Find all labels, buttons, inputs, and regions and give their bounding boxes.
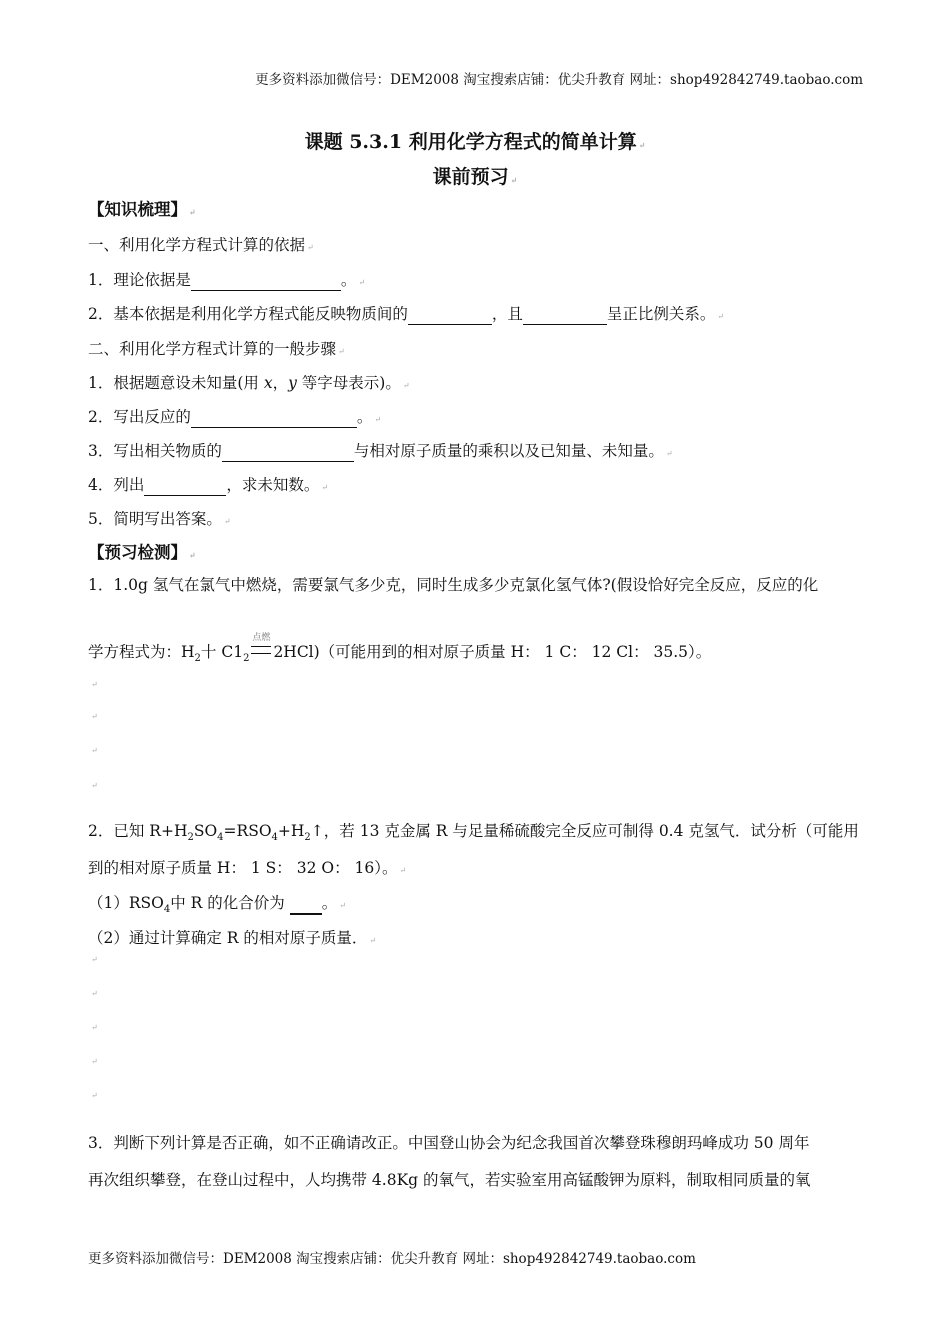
subscript: 4 bbox=[163, 904, 171, 916]
item-2-4-text: 4．列出 bbox=[88, 476, 145, 494]
paragraph-mark: ↵ bbox=[91, 746, 98, 755]
q1-plus: 十 C1 bbox=[200, 643, 244, 661]
item-1-2-end: 呈正比例关系。 bbox=[606, 305, 716, 323]
fill-blank[interactable] bbox=[191, 270, 341, 291]
q2-text-end: ↑，若 13 克金属 R 与足量稀硫酸完全反应可制得 0.4 克氢气．试分析（可能用 bbox=[310, 822, 859, 840]
lesson-subtitle: 课前预习 ↵ bbox=[432, 166, 518, 188]
question-3-line-2: 再次组织攀登，在登山过程中，人均携带 4.8Kg 的氧气，若实验室用高锰酸钾为原料，制取相同质量的氧 bbox=[88, 1171, 811, 1189]
item-1-2-mid: ，且 bbox=[491, 305, 523, 323]
item-2-4-end: ，求未知数。 bbox=[226, 476, 320, 494]
q2-text: 2．已知 R+H bbox=[88, 822, 188, 840]
knowledge-part2-title: 二、利用化学方程式计算的一般步骤 ↵ bbox=[88, 340, 345, 358]
item-1-2-text: 2．基本依据是利用化学方程式能反映物质间的 bbox=[88, 305, 408, 323]
lesson-title: 课题 5.3.1 利用化学方程式的简单计算 ↵ bbox=[304, 131, 646, 153]
knowledge-part1-title: 一、利用化学方程式计算的依据 ↵ bbox=[88, 236, 314, 254]
knowledge-item-2-2: 2．写出反应的 。 ↵ bbox=[88, 408, 382, 426]
question-2-sub-1: $(1)RSO_4$中 R 的化合价为 。 ↵ bbox=[88, 894, 346, 916]
q2-line2-text: 到的相对原子质量 H： 1 S： 32 O： 16）。 bbox=[88, 859, 398, 877]
paragraph-mark: ↵ bbox=[91, 781, 98, 790]
fill-blank[interactable] bbox=[222, 441, 354, 462]
q2-sub1-end: 。 bbox=[321, 894, 338, 912]
subscript: 2 bbox=[187, 832, 194, 844]
item-2-1-sep: ， bbox=[272, 374, 289, 392]
item-2-1-end: 等字母表示)。 bbox=[296, 374, 401, 392]
subscript: 4 bbox=[271, 832, 278, 844]
check-heading: 【预习检测】 ↵ bbox=[88, 543, 196, 562]
var-x: x bbox=[263, 374, 273, 392]
paragraph-mark: ↵ bbox=[91, 680, 98, 689]
q1-text: 学方程式为：H bbox=[88, 643, 195, 661]
question-1-line-1: 1．1.0g 氢气在氯气中燃烧，需要氯气多少克，同时生成多少克氯化氢气体?(假设恰好完全反应，反应的化 bbox=[88, 576, 819, 594]
subscript: 2 bbox=[304, 832, 311, 844]
q2-so: SO bbox=[193, 822, 218, 840]
q2-sub1-mid: 中 R 的化合价为 bbox=[170, 894, 290, 912]
part1-title-text: 一、利用化学方程式计算的依据 bbox=[88, 236, 306, 254]
condition-label: 点燃 bbox=[252, 633, 271, 643]
knowledge-heading: 【知识梳理】 ↵ bbox=[88, 200, 196, 219]
subscript: 2 bbox=[194, 653, 201, 665]
paragraph-mark: ↵ bbox=[91, 712, 98, 721]
question-1-line-2 bbox=[88, 633, 712, 669]
subscript: 4 bbox=[217, 832, 224, 844]
item-2-3-end: 与相对原子质量的乘积以及已知量、未知量。 bbox=[353, 442, 664, 460]
item-1-1-end: 。 bbox=[340, 271, 357, 289]
item-2-5-text: 5．简明写出答案。 bbox=[88, 510, 222, 528]
lesson-subtitle-text: 课前预习 bbox=[432, 166, 509, 188]
question-2-line-2: 到的相对原子质量 H： 1 S： 32 O： 16）。 ↵ bbox=[88, 859, 407, 877]
q2-sub2-text: （2）通过计算确定 R 的相对原子质量． bbox=[88, 929, 368, 947]
question-2-sub-2: （2）通过计算确定 R 的相对原子质量． ↵ bbox=[88, 929, 377, 947]
knowledge-heading-text: 【知识梳理】 bbox=[88, 200, 187, 219]
page-footer: 更多资料添加微信号：DEM2008 淘宝搜索店铺：优尖升教育 网址：shop492842749.taobao.com bbox=[88, 1251, 696, 1267]
fill-blank[interactable] bbox=[523, 304, 607, 325]
part2-title-text: 二、利用化学方程式计算的一般步骤 bbox=[88, 340, 337, 358]
item-2-3-text: 3．写出相关物质的 bbox=[88, 442, 222, 460]
q1-text-end: 2HCl)（可能用到的相对原子质量 H： 1 C： 12 Cl： 35.5）。 bbox=[273, 643, 712, 661]
item-2-2-end: 。 bbox=[356, 408, 373, 426]
q2-eq: =RSO bbox=[223, 822, 272, 840]
paragraph-mark: ↵ bbox=[91, 1057, 98, 1066]
fill-blank[interactable] bbox=[408, 304, 492, 325]
check-heading-text: 【预习检测】 bbox=[88, 543, 187, 562]
question-3-line-1: 3．判断下列计算是否正确，如不正确请改正。中国登山协会为纪念我国首次攀登珠穆朗玛峰成功 50 周年 bbox=[88, 1134, 810, 1152]
fill-blank[interactable] bbox=[290, 893, 322, 915]
item-2-1-text: 1．根据题意设未知量(用 bbox=[88, 374, 264, 392]
lesson-title-text: 课题 5.3.1 利用化学方程式的简单计算 bbox=[304, 131, 637, 153]
knowledge-item-2-3: 3．写出相关物质的 与相对原子质量的乘积以及已知量、未知量。 ↵ bbox=[88, 442, 673, 460]
paragraph-mark: ↵ bbox=[91, 1091, 98, 1100]
knowledge-item-2-4: 4．列出 ，求未知数。 ↵ bbox=[88, 476, 329, 494]
subscript: 2 bbox=[243, 653, 250, 665]
knowledge-item-1-1: 1．理论依据是 。 ↵ bbox=[88, 271, 366, 289]
q2-sub1-text: （1）RSO bbox=[88, 894, 164, 912]
paragraph-mark: ↵ bbox=[91, 989, 98, 998]
q2-h: +H bbox=[277, 822, 305, 840]
fill-blank[interactable] bbox=[191, 407, 357, 428]
item-2-2-text: 2．写出反应的 bbox=[88, 408, 191, 426]
page-header: 更多资料添加微信号：DEM2008 淘宝搜索店铺：优尖升教育 网址：shop492842749.taobao.com bbox=[255, 72, 863, 88]
knowledge-item-2-1: 1．根据题意设未知量(用 x，y 等字母表示)。 ↵ bbox=[88, 374, 410, 392]
knowledge-item-1-2: 2．基本依据是利用化学方程式能反映物质间的 ，且 呈正比例关系。 ↵ bbox=[88, 305, 725, 323]
fill-blank[interactable] bbox=[144, 475, 226, 496]
var-y: y bbox=[288, 374, 297, 392]
item-1-1-text: 1．理论依据是 bbox=[88, 271, 191, 289]
paragraph-mark: ↵ bbox=[91, 955, 98, 964]
reaction-condition-equals bbox=[249, 633, 273, 662]
paragraph-mark: ↵ bbox=[91, 1023, 98, 1032]
knowledge-item-2-5: 5．简明写出答案。 ↵ bbox=[88, 510, 231, 528]
question-2-line-1 bbox=[88, 821, 859, 848]
